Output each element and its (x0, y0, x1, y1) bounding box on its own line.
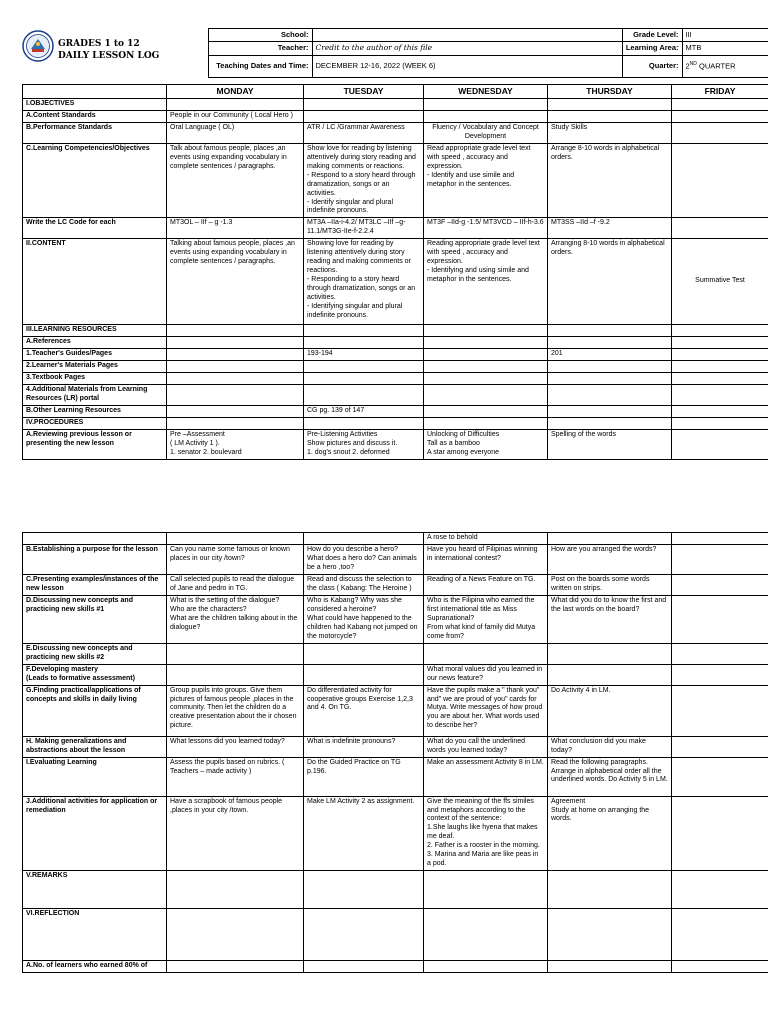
cell-monday (167, 961, 304, 973)
cell-tuesday (304, 110, 424, 122)
row-label: H. Making generalizations and abstractions about the lesson (23, 736, 167, 757)
table-row (23, 325, 768, 337)
cell-thursday (548, 325, 672, 337)
cell-tuesday (304, 373, 424, 385)
cell-wednesday: Make an assessment Activity 8 in LM. (424, 757, 548, 796)
table-row (23, 239, 768, 325)
table-row (23, 961, 768, 973)
cell-wednesday (424, 349, 548, 361)
cell-monday (167, 417, 304, 429)
cell-thursday (548, 961, 672, 973)
table-row (23, 337, 768, 349)
teacher-value: Credit to the author of this file (312, 41, 622, 55)
cell-thursday (548, 406, 672, 418)
row-label: E.Discussing new concepts and practicing new skills #2 (23, 643, 167, 664)
cell-tuesday (304, 961, 424, 973)
table-row (23, 406, 768, 418)
cell-wednesday (424, 417, 548, 429)
cell-monday (167, 871, 304, 909)
cell-thursday (548, 110, 672, 122)
cell-monday: Can you name some famous or known places in our city /town? (167, 544, 304, 574)
header-table (22, 28, 768, 78)
cell-friday (672, 385, 768, 406)
table-row (23, 122, 768, 143)
table-row (23, 533, 768, 545)
cell-tuesday: Do differentiated activity for cooperative groups Exercise 1,2,3 and 4. On TG. (304, 685, 424, 736)
learning-area-value: MTB (682, 41, 768, 55)
cell-monday: Pre –Assessment ( LM Activity 1 ). 1. senator 2. boulevard (167, 429, 304, 459)
row-label: A.References (23, 337, 167, 349)
cell-thursday: Agreement Study at home on arranging the words. (548, 796, 672, 871)
row-label: 1.Teacher's Guides/Pages (23, 349, 167, 361)
cell-tuesday (304, 664, 424, 685)
cell-tuesday: Who is Kabang? Why was she considered a heroine? What could have happened to the children had Kabang not jumped on the motorcycle? (304, 595, 424, 643)
cell-friday (672, 429, 768, 459)
cell-monday: Call selected pupils to read the dialogue of Jane and pedro in TG. (167, 574, 304, 595)
row-label: III.LEARNING RESOURCES (23, 325, 167, 337)
day-thursday: THURSDAY (548, 85, 672, 99)
day-monday: MONDAY (167, 85, 304, 99)
document-title: GRADES 1 to 12 DAILY LESSON LOG (58, 39, 160, 61)
table-row (23, 643, 768, 664)
cell-thursday (548, 337, 672, 349)
cell-friday: Summative Test (672, 239, 768, 325)
cell-tuesday: Make LM Activity 2 as assignment. (304, 796, 424, 871)
cell-monday (167, 349, 304, 361)
cell-friday (672, 871, 768, 909)
grade-level-value: III (682, 29, 768, 42)
cell-wednesday: Unlocking of Difficulties Tall as a bamboo A star among everyone (424, 429, 548, 459)
teaching-dates-label: Teaching Dates and Time: (208, 55, 312, 77)
corner-cell (23, 85, 167, 99)
cell-thursday: Do Activity 4 in LM. (548, 685, 672, 736)
cell-wednesday: Reading appropriate grade level text with speed , accuracy and expression. - Identifying and using simile and metaphor in the sentences. (424, 239, 548, 325)
cell-monday: MT3OL – IIf – g -1.3 (167, 218, 304, 239)
cell-tuesday: Read and discuss the selection to the class ( Kabang: The Heroine ) (304, 574, 424, 595)
row-label: D.Discussing new concepts and practicing new skills #1 (23, 595, 167, 643)
cell-tuesday (304, 533, 424, 545)
row-label: B.Other Learning Resources (23, 406, 167, 418)
cell-tuesday (304, 337, 424, 349)
cell-wednesday (424, 99, 548, 111)
row-label: A.No. of learners who earned 80% of (23, 961, 167, 973)
cell-friday (672, 349, 768, 361)
day-tuesday: TUESDAY (304, 85, 424, 99)
cell-thursday: What did you do to know the first and the last words on the board? (548, 595, 672, 643)
row-label: Write the LC Code for each (23, 218, 167, 239)
cell-wednesday: MT3F –IId-g -1.5/ MT3VCD – IIf-h-3.6 (424, 218, 548, 239)
row-label: 4.Additional Materials from Learning Resources (LR) portal (23, 385, 167, 406)
cell-wednesday: Have you heard of Filipinas winning in international contest? (424, 544, 548, 574)
row-label: V.REMARKS (23, 871, 167, 909)
table-row (23, 429, 768, 459)
table-row (23, 373, 768, 385)
table-row (23, 574, 768, 595)
cell-thursday (548, 99, 672, 111)
cell-wednesday: What do you call the underlined words you learned today? (424, 736, 548, 757)
cell-monday (167, 533, 304, 545)
cell-thursday (548, 533, 672, 545)
cell-friday (672, 361, 768, 373)
cell-thursday (548, 385, 672, 406)
teacher-label: Teacher: (208, 41, 312, 55)
cell-tuesday: Showing love for reading by listening attentively during story reading and making comments or reactions. - Responding to a story heard through dramatization, songs or an activities. - Identifying singular and plural indefinite pronouns. (304, 239, 424, 325)
table-row (23, 349, 768, 361)
cell-tuesday (304, 417, 424, 429)
cell-thursday: Arranging 8-10 words in alphabetical orders. (548, 239, 672, 325)
cell-friday (672, 325, 768, 337)
cell-thursday: Arrange 8-10 words in alphabetical orders. (548, 143, 672, 218)
table-row (23, 218, 768, 239)
cell-thursday (548, 417, 672, 429)
cell-monday: Talk about famous people, places ,an events using expanding vocabulary in complete sentences / paragraphs. (167, 143, 304, 218)
cell-friday (672, 909, 768, 961)
cell-thursday: Study Skills (548, 122, 672, 143)
cell-monday (167, 385, 304, 406)
table-row (23, 143, 768, 218)
cell-thursday: Read the following paragraphs. Arrange in alphabetical order all the underlined words. Do Activity 5 in LM. (548, 757, 672, 796)
cell-tuesday: How do you describe a hero? What does a hero do? Can animals be a hero ,too? (304, 544, 424, 574)
cell-friday (672, 664, 768, 685)
cell-tuesday: Do the Guided Practice on TG p.196. (304, 757, 424, 796)
cell-thursday: MT3SS –IId –f -9.2 (548, 218, 672, 239)
row-label: A.Content Standards (23, 110, 167, 122)
cell-tuesday: What is indefinite pronouns? (304, 736, 424, 757)
row-label: F.Developing mastery (Leads to formative assessment) (23, 664, 167, 685)
cell-tuesday: ATR / LC /Grammar Awareness (304, 122, 424, 143)
cell-friday (672, 110, 768, 122)
cell-wednesday: Who is the Filipina who earned the first international title as Miss Supranational? From what kind of family did Mutya come from? (424, 595, 548, 643)
row-label: I.OBJECTIVES (23, 99, 167, 111)
cell-monday (167, 643, 304, 664)
cell-friday (672, 544, 768, 574)
cell-monday (167, 406, 304, 418)
cell-wednesday: Read appropriate grade level text with speed , accuracy and expression. - Identify and use simile and metaphor in the sentences. (424, 143, 548, 218)
cell-tuesday (304, 361, 424, 373)
cell-wednesday: A rose to behold (424, 533, 548, 545)
cell-tuesday (304, 909, 424, 961)
cell-monday: What lessons did you learned today? (167, 736, 304, 757)
row-label: C.Presenting examples/instances of the new lesson (23, 574, 167, 595)
cell-tuesday (304, 871, 424, 909)
row-label: G.Finding practical/applications of concepts and skills in daily living (23, 685, 167, 736)
cell-friday (672, 685, 768, 736)
cell-friday (672, 218, 768, 239)
table-row (23, 796, 768, 871)
cell-monday (167, 664, 304, 685)
cell-monday: Oral Language ( OL) (167, 122, 304, 143)
table-row (23, 99, 768, 111)
table-row (23, 385, 768, 406)
table-row (23, 544, 768, 574)
cell-wednesday (424, 361, 548, 373)
row-label: B.Establishing a purpose for the lesson (23, 544, 167, 574)
cell-thursday: How are you arranged the words? (548, 544, 672, 574)
table-row (23, 664, 768, 685)
cell-wednesday: What moral values did you learned in our news feature? (424, 664, 548, 685)
cell-wednesday (424, 385, 548, 406)
cell-monday (167, 373, 304, 385)
school-label: School: (208, 29, 312, 42)
cell-wednesday (424, 909, 548, 961)
cell-thursday: Spelling of the words (548, 429, 672, 459)
cell-wednesday (424, 337, 548, 349)
teaching-dates-value: DECEMBER 12-16, 2022 (WEEK 6) (312, 55, 622, 77)
row-label: I.Evaluating Learning (23, 757, 167, 796)
cell-tuesday (304, 643, 424, 664)
cell-thursday (548, 909, 672, 961)
cell-monday: Have a scrapbook of famous people ,places in your city /town. (167, 796, 304, 871)
cell-friday (672, 122, 768, 143)
cell-wednesday (424, 325, 548, 337)
cell-thursday (548, 373, 672, 385)
cell-wednesday: Reading of a News Feature on TG. (424, 574, 548, 595)
cell-friday (672, 417, 768, 429)
cell-tuesday (304, 385, 424, 406)
cell-friday (672, 406, 768, 418)
cell-friday (672, 961, 768, 973)
lesson-log-table-part2 (22, 532, 768, 973)
cell-monday (167, 325, 304, 337)
day-friday: FRIDAY (672, 85, 768, 99)
cell-monday (167, 909, 304, 961)
quarter-value: 2ND QUARTER (682, 55, 768, 77)
grade-level-label: Grade Level: (622, 29, 682, 42)
cell-thursday: What conclusion did you make today? (548, 736, 672, 757)
cell-thursday: 201 (548, 349, 672, 361)
cell-tuesday (304, 325, 424, 337)
cell-thursday (548, 361, 672, 373)
row-label (23, 533, 167, 545)
lesson-log-table-part1 (22, 84, 768, 460)
cell-wednesday (424, 961, 548, 973)
cell-wednesday: Have the pupils make a " thank you" and" we are proud of you" cards for Mutya. Write messages of how proud you are about her. What words used to describe her? (424, 685, 548, 736)
quarter-label: Quarter: (622, 55, 682, 77)
row-label: A.Reviewing previous lesson or presenting the new lesson (23, 429, 167, 459)
cell-friday (672, 736, 768, 757)
cell-wednesday: Fluency / Vocabulary and Concept Development (424, 122, 548, 143)
learning-area-label: Learning Area: (622, 41, 682, 55)
row-label: J.Additional activities for application or remediation (23, 796, 167, 871)
cell-tuesday: 193-194 (304, 349, 424, 361)
cell-tuesday: CG pg. 139 of 147 (304, 406, 424, 418)
table-row (23, 871, 768, 909)
cell-friday (672, 143, 768, 218)
cell-friday (672, 99, 768, 111)
cell-monday (167, 361, 304, 373)
cell-wednesday (424, 373, 548, 385)
cell-friday (672, 643, 768, 664)
cell-thursday (548, 664, 672, 685)
cell-tuesday: Show love for reading by listening attentively during story reading and making comments or reactions. - Respond to a story heard through dramatization, songs or an activities. - Identify singular and plural indefinite pronouns. (304, 143, 424, 218)
cell-friday (672, 373, 768, 385)
day-wednesday: WEDNESDAY (424, 85, 548, 99)
cell-friday (672, 574, 768, 595)
cell-tuesday: MT3A –IIa-i-4.2/ MT3LC –IIf –g- 11.1/MT3G-IIe-f-2.2.4 (304, 218, 424, 239)
cell-wednesday (424, 110, 548, 122)
table-row (23, 909, 768, 961)
row-label: II.CONTENT (23, 239, 167, 325)
cell-friday (672, 757, 768, 796)
table-row (23, 757, 768, 796)
table-row (23, 595, 768, 643)
school-value (312, 29, 622, 42)
cell-friday (672, 796, 768, 871)
table-row (23, 736, 768, 757)
cell-wednesday (424, 406, 548, 418)
cell-tuesday (304, 99, 424, 111)
row-label: VI.REFLECTION (23, 909, 167, 961)
cell-thursday (548, 871, 672, 909)
table-row (23, 417, 768, 429)
row-label: IV.PROCEDURES (23, 417, 167, 429)
row-label: 2.Learner's Materials Pages (23, 361, 167, 373)
cell-monday: People in our Community ( Local Hero ) (167, 110, 304, 122)
table-row (23, 110, 768, 122)
cell-thursday (548, 643, 672, 664)
day-header-row (23, 85, 768, 99)
cell-wednesday (424, 643, 548, 664)
cell-monday: Group pupils into groups. Give them pictures of famous people ,places in the community. Then let the children do a creative presentation about the ir chosen picture. (167, 685, 304, 736)
table-row (23, 685, 768, 736)
cell-friday (672, 533, 768, 545)
cell-thursday: Post on the boards some words written on strips. (548, 574, 672, 595)
cell-monday: What is the setting of the dialogue? Who are the characters? What are the children talking about in the dialogue? (167, 595, 304, 643)
cell-monday (167, 99, 304, 111)
cell-friday (672, 337, 768, 349)
cell-wednesday: Give the meaning of the ffs similes and metaphors according to the context of the sentence: 1.She laughs like hyena that makes me deaf. 2. Father is a rooster in the morning. 3. Marina and Maria are like peas in a pod. (424, 796, 548, 871)
cell-monday: Talking about famous people, places ,an events using expanding vocabulary in complete sentences / paragraphs. (167, 239, 304, 325)
cell-friday (672, 595, 768, 643)
row-label: C.Learning Competencies/Objectives (23, 143, 167, 218)
cell-monday (167, 337, 304, 349)
table-row (23, 361, 768, 373)
cell-tuesday: Pre-Listening Activities Show pictures and discuss it. 1. dog's snout 2. deformed (304, 429, 424, 459)
cell-wednesday (424, 871, 548, 909)
cell-monday: Assess the pupils based on rubrics. ( Teachers – made activity ) (167, 757, 304, 796)
row-label: 3.Textbook Pages (23, 373, 167, 385)
row-label: B.Performance Standards (23, 122, 167, 143)
